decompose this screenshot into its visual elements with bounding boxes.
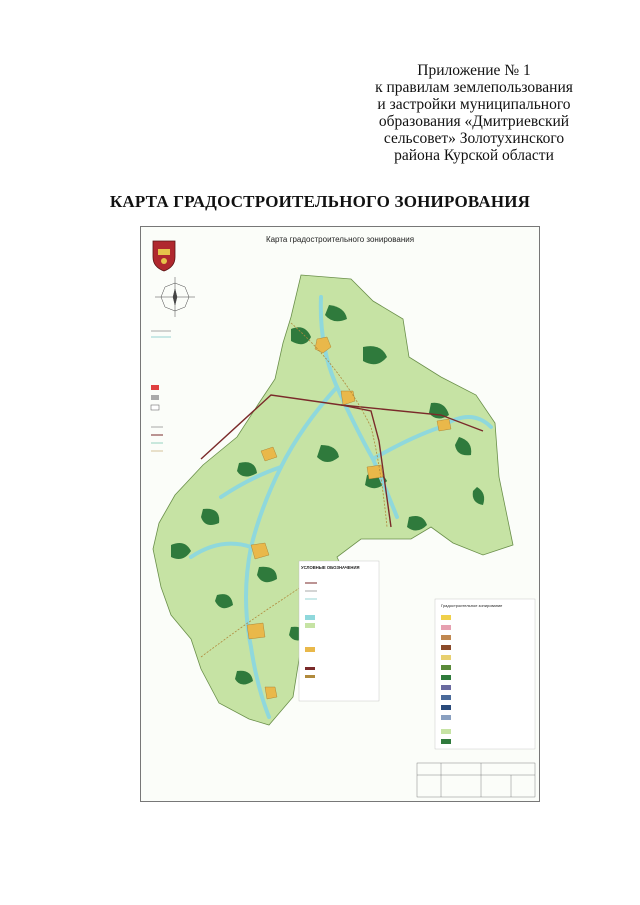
appendix-caption xyxy=(340,62,608,164)
map-title: Карта градостроительного зонирования xyxy=(265,235,415,244)
document-title: КАРТА ГРАДОСТРОИТЕЛЬНОГО ЗОНИРОВАНИЯ xyxy=(109,192,531,211)
compass-rose-icon xyxy=(155,277,195,317)
appendix-line: к правилам землепользования xyxy=(375,79,573,96)
appendix-line: образования «Дмитриевский xyxy=(378,113,570,130)
appendix-line: и застройки муниципального xyxy=(377,96,571,113)
map-side-legend xyxy=(151,331,171,451)
appendix-line: сельсовет» Золотухинского xyxy=(383,130,565,147)
appendix-line: Приложение № 1 xyxy=(417,62,531,79)
zoning-legend xyxy=(435,599,535,749)
coat-of-arms-icon xyxy=(153,241,175,271)
title-block xyxy=(417,763,535,797)
map-legend xyxy=(299,561,379,701)
zoning-heading: Градостроительное зонирование xyxy=(441,603,503,608)
legend-heading: УСЛОВНЫЕ ОБОЗНАЧЕНИЯ xyxy=(301,565,360,570)
zoning-map-sheet xyxy=(140,226,540,802)
zoning-map xyxy=(141,227,539,801)
appendix-line: района Курской области xyxy=(394,147,554,164)
